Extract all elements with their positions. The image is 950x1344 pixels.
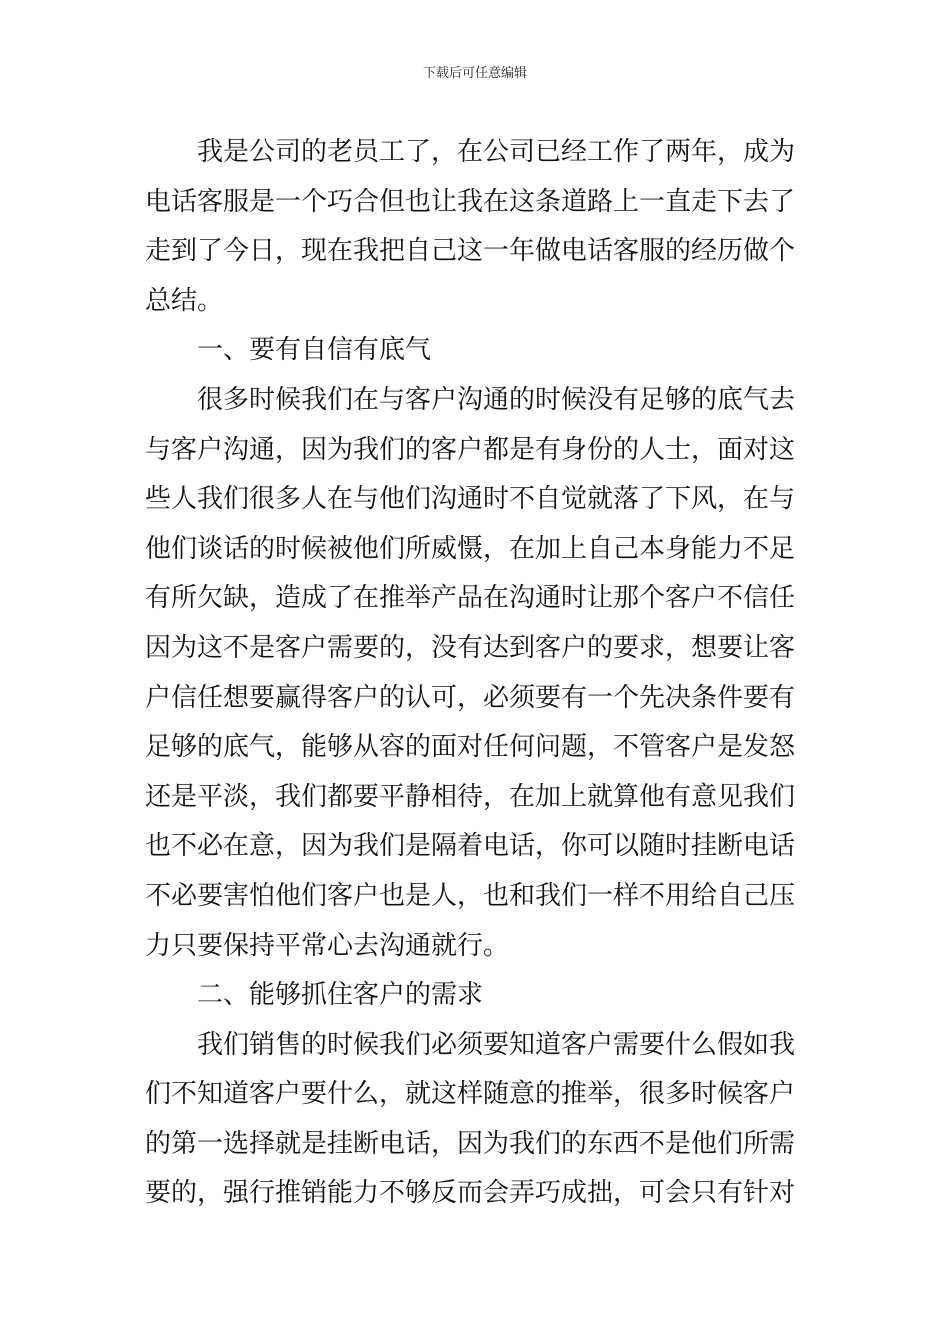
header-note: 下载后可任意编辑: [422, 66, 527, 81]
paragraph-line: 些人我们很多人在与他们沟通时不自觉就落了下风，在与: [145, 484, 796, 515]
paragraph-line: 因为这不是客户需要的，没有达到客户的要求，想要让客: [145, 632, 796, 663]
paragraph-line: 的第一选择就是挂断电话，因为我们的东西不是他们所需: [145, 1128, 796, 1159]
paragraph-intro: [145, 128, 809, 326]
paragraph-line: 足够的底气，能够从容的面对任何问题，不管客户是发怒: [145, 732, 796, 763]
paragraph-line: 我是公司的老员工了，在公司已经工作了两年，成为: [197, 137, 796, 167]
paragraph-customer-needs: [145, 1021, 809, 1219]
paragraph-line: 很多时候我们在与客户沟通的时候没有足够的底气去: [197, 384, 796, 415]
paragraph-line: 们不知道客户要什么，就这样随意的推举，很多时候客户: [145, 1079, 796, 1110]
document-body: [145, 128, 809, 1219]
paragraph-line: 力只要保持平常心去沟通就行。: [145, 930, 510, 961]
paragraph-line: 电话客服是一个巧合但也让我在这条道路上一直走下去了: [145, 186, 796, 217]
paragraph-line: 户信任想要赢得客户的认可，必须要有一个先决条件要有: [145, 682, 796, 713]
paragraph-line: 也不必在意，因为我们是隔着电话，你可以随时挂断电话: [145, 831, 796, 862]
paragraph-line: 总结。: [145, 285, 224, 316]
section-heading-customer-needs: 二、能够抓住客户的需求: [197, 980, 484, 1011]
paragraph-confidence: [145, 376, 809, 971]
paragraph-line: 我们销售的时候我们必须要知道客户需要什么假如我: [197, 1029, 796, 1060]
paragraph-line: 要的，强行推销能力不够反而会弄巧成拙，可会只有针对: [145, 1178, 796, 1209]
paragraph-line: 不必要害怕他们客户也是人，也和我们一样不用给自己压: [145, 880, 796, 911]
paragraph-line: 还是平淡，我们都要平静相待，在加上就算他有意见我们: [145, 781, 796, 812]
paragraph-line: 他们谈话的时候被他们所威慑，在加上自己本身能力不足: [145, 533, 796, 564]
paragraph-line: 有所欠缺，造成了在推举产品在沟通时让那个客户不信任: [145, 583, 796, 614]
section-heading-confidence: 一、要有自信有底气: [197, 335, 432, 366]
paragraph-line: 走到了今日，现在我把自己这一年做电话客服的经历做个: [145, 236, 796, 267]
paragraph-line: 与客户沟通，因为我们的客户都是有身份的人士，面对这: [145, 434, 796, 465]
